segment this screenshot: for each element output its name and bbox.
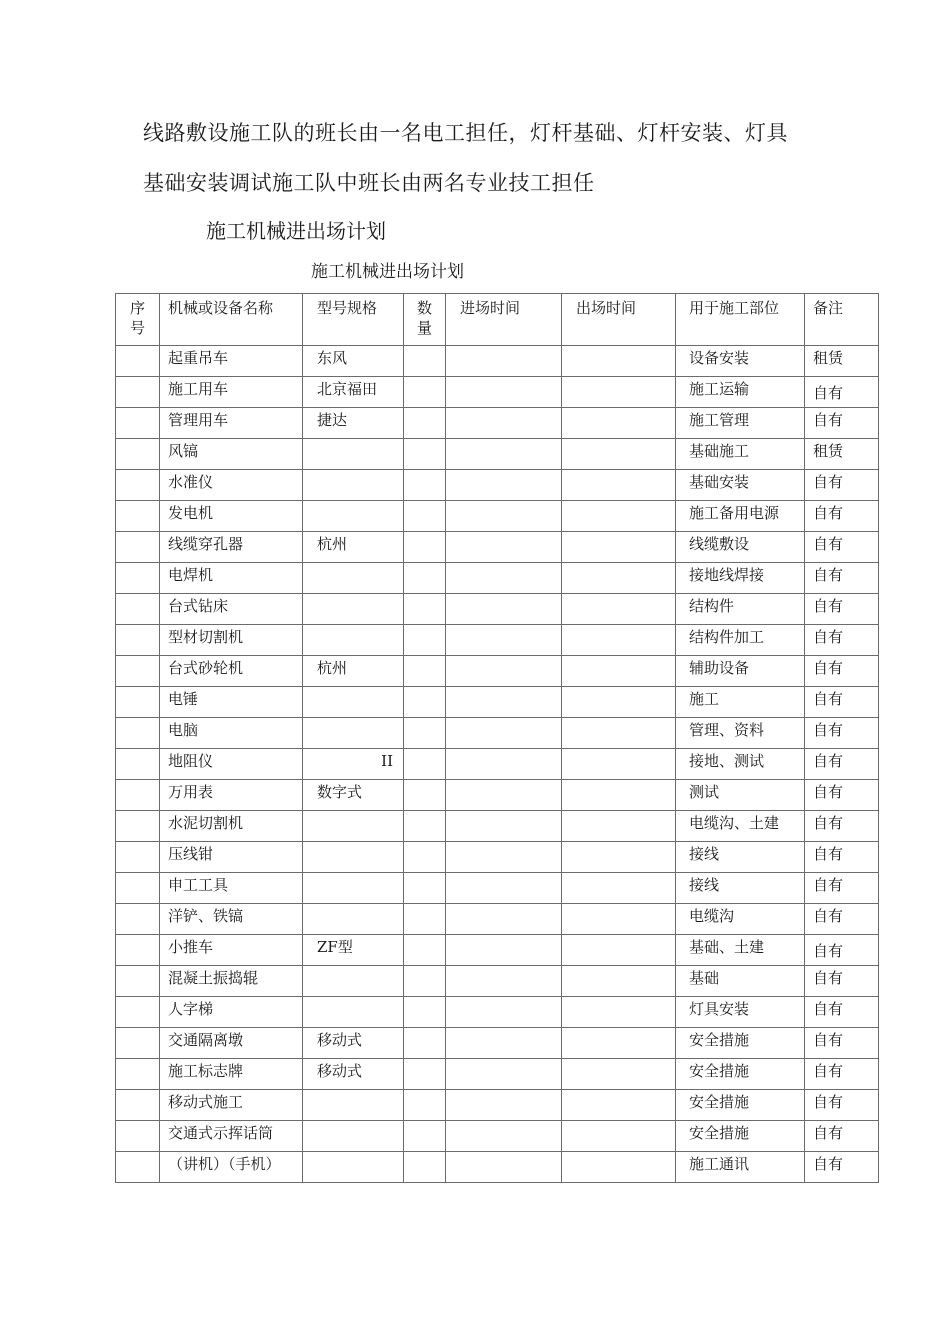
row-name: 水准仪 — [160, 470, 303, 501]
row-model — [303, 997, 404, 1028]
row-model — [303, 563, 404, 594]
row-model — [303, 1152, 404, 1183]
row-usage: 电缆沟、土建 — [676, 811, 805, 842]
row-no — [116, 1121, 160, 1152]
row-qty — [404, 625, 446, 656]
row-remark: 自有 — [805, 1059, 879, 1090]
table-row — [116, 377, 879, 408]
row-qty — [404, 842, 446, 873]
row-exit-time — [562, 1121, 676, 1152]
row-qty — [404, 1152, 446, 1183]
row-model — [303, 966, 404, 997]
row-entry-time — [446, 1152, 562, 1183]
table-row — [116, 718, 879, 749]
table-row — [116, 532, 879, 563]
row-usage: 施工 — [676, 687, 805, 718]
row-exit-time — [562, 656, 676, 687]
row-qty — [404, 811, 446, 842]
header-name: 机械或设备名称 — [160, 294, 303, 346]
row-name: 地阻仪 — [160, 749, 303, 780]
row-remark: 自有 — [805, 873, 879, 904]
row-qty — [404, 594, 446, 625]
row-no — [116, 408, 160, 439]
row-model — [303, 470, 404, 501]
equipment-table — [115, 293, 879, 1183]
section-heading: 施工机械进出场计划 — [206, 219, 386, 243]
row-exit-time — [562, 346, 676, 377]
row-name: 小推车 — [160, 935, 303, 966]
row-entry-time — [446, 346, 562, 377]
row-exit-time — [562, 563, 676, 594]
table-row — [116, 408, 879, 439]
table-row — [116, 1028, 879, 1059]
row-exit-time — [562, 687, 676, 718]
header-exit-time: 出场时间 — [562, 294, 676, 346]
row-entry-time — [446, 377, 562, 408]
row-usage: 结构件 — [676, 594, 805, 625]
table-row — [116, 966, 879, 997]
table-row — [116, 997, 879, 1028]
row-entry-time — [446, 749, 562, 780]
row-usage: 结构件加工 — [676, 625, 805, 656]
row-model: 北京福田 — [303, 377, 404, 408]
row-entry-time — [446, 408, 562, 439]
row-no — [116, 501, 160, 532]
table-row — [116, 935, 879, 966]
row-name: 台式砂轮机 — [160, 656, 303, 687]
row-usage: 测试 — [676, 780, 805, 811]
row-qty — [404, 749, 446, 780]
row-model: 移动式 — [303, 1059, 404, 1090]
row-qty — [404, 966, 446, 997]
row-name: 电焊机 — [160, 563, 303, 594]
row-no — [116, 1028, 160, 1059]
row-name: 管理用车 — [160, 408, 303, 439]
row-qty — [404, 439, 446, 470]
row-qty — [404, 935, 446, 966]
row-name: 发电机 — [160, 501, 303, 532]
row-qty — [404, 904, 446, 935]
row-remark: 自有 — [805, 1152, 879, 1183]
row-exit-time — [562, 625, 676, 656]
row-exit-time — [562, 1028, 676, 1059]
row-qty — [404, 687, 446, 718]
row-no — [116, 594, 160, 625]
row-exit-time — [562, 749, 676, 780]
row-usage: 安全措施 — [676, 1090, 805, 1121]
header-remark: 备注 — [805, 294, 879, 346]
row-qty — [404, 408, 446, 439]
row-usage: 安全措施 — [676, 1028, 805, 1059]
row-remark: 自有 — [805, 904, 879, 935]
row-entry-time — [446, 904, 562, 935]
row-entry-time — [446, 873, 562, 904]
row-model: 数字式 — [303, 780, 404, 811]
row-qty — [404, 346, 446, 377]
row-qty — [404, 1059, 446, 1090]
row-usage: 基础施工 — [676, 439, 805, 470]
row-entry-time — [446, 532, 562, 563]
row-usage: 施工管理 — [676, 408, 805, 439]
row-usage: 设备安装 — [676, 346, 805, 377]
row-exit-time — [562, 1090, 676, 1121]
table-row — [116, 439, 879, 470]
row-no — [116, 718, 160, 749]
row-name: 混凝土振捣辊 — [160, 966, 303, 997]
row-qty — [404, 1028, 446, 1059]
row-entry-time — [446, 1028, 562, 1059]
row-model — [303, 842, 404, 873]
row-model: II — [303, 749, 404, 780]
row-model — [303, 625, 404, 656]
row-entry-time — [446, 439, 562, 470]
row-usage: 管理、资料 — [676, 718, 805, 749]
row-no — [116, 842, 160, 873]
table-row — [116, 470, 879, 501]
row-entry-time — [446, 1121, 562, 1152]
row-name: 移动式施工 — [160, 1090, 303, 1121]
row-model: 杭州 — [303, 656, 404, 687]
row-qty — [404, 997, 446, 1028]
row-no — [116, 1059, 160, 1090]
row-name: 压线钳 — [160, 842, 303, 873]
row-exit-time — [562, 470, 676, 501]
header-entry-time: 进场时间 — [446, 294, 562, 346]
row-entry-time — [446, 1059, 562, 1090]
row-remark: 自有 — [805, 1028, 879, 1059]
row-model — [303, 811, 404, 842]
row-model — [303, 687, 404, 718]
table-header-row — [116, 294, 879, 346]
row-remark: 自有 — [805, 811, 879, 842]
header-qty: 数量 — [404, 294, 446, 346]
row-name: 施工标志牌 — [160, 1059, 303, 1090]
row-exit-time — [562, 1152, 676, 1183]
row-entry-time — [446, 1090, 562, 1121]
row-remark: 自有 — [805, 656, 879, 687]
table-row — [116, 873, 879, 904]
row-exit-time — [562, 997, 676, 1028]
row-usage: 接地线焊接 — [676, 563, 805, 594]
row-exit-time — [562, 377, 676, 408]
row-remark: 租赁 — [805, 346, 879, 377]
row-remark: 自有 — [805, 749, 879, 780]
row-remark: 自有 — [805, 780, 879, 811]
table-row — [116, 687, 879, 718]
row-qty — [404, 656, 446, 687]
row-entry-time — [446, 687, 562, 718]
row-model — [303, 1121, 404, 1152]
row-name: 交通隔离墩 — [160, 1028, 303, 1059]
table-row — [116, 811, 879, 842]
row-remark: 自有 — [805, 1121, 879, 1152]
row-usage: 辅助设备 — [676, 656, 805, 687]
row-no — [116, 532, 160, 563]
row-usage: 接线 — [676, 873, 805, 904]
row-entry-time — [446, 811, 562, 842]
table-row — [116, 1121, 879, 1152]
row-no — [116, 625, 160, 656]
row-name: （讲机）（手机） — [160, 1152, 303, 1183]
row-usage: 安全措施 — [676, 1121, 805, 1152]
table-row — [116, 1152, 879, 1183]
row-name: 施工用车 — [160, 377, 303, 408]
row-model: 杭州 — [303, 532, 404, 563]
row-no — [116, 439, 160, 470]
row-qty — [404, 873, 446, 904]
row-usage: 灯具安装 — [676, 997, 805, 1028]
row-usage: 施工运输 — [676, 377, 805, 408]
row-exit-time — [562, 532, 676, 563]
row-name: 型材切割机 — [160, 625, 303, 656]
row-no — [116, 377, 160, 408]
row-name: 电锤 — [160, 687, 303, 718]
row-usage: 施工备用电源 — [676, 501, 805, 532]
row-qty — [404, 470, 446, 501]
row-exit-time — [562, 780, 676, 811]
row-qty — [404, 780, 446, 811]
row-no — [116, 1090, 160, 1121]
table-row — [116, 1090, 879, 1121]
header-model: 型号规格 — [303, 294, 404, 346]
row-qty — [404, 1090, 446, 1121]
row-entry-time — [446, 842, 562, 873]
table-row — [116, 842, 879, 873]
row-no — [116, 749, 160, 780]
row-name: 起重吊车 — [160, 346, 303, 377]
row-no — [116, 997, 160, 1028]
row-no — [116, 811, 160, 842]
row-name: 水泥切割机 — [160, 811, 303, 842]
row-remark: 自有 — [805, 594, 879, 625]
table-row — [116, 656, 879, 687]
row-no — [116, 966, 160, 997]
row-model: 捷达 — [303, 408, 404, 439]
table-row — [116, 594, 879, 625]
row-remark: 自有 — [805, 687, 879, 718]
row-remark: 租赁 — [805, 439, 879, 470]
row-entry-time — [446, 470, 562, 501]
row-model: 东风 — [303, 346, 404, 377]
table-row — [116, 904, 879, 935]
row-no — [116, 1152, 160, 1183]
row-name: 申工工具 — [160, 873, 303, 904]
row-exit-time — [562, 904, 676, 935]
row-remark: 自有 — [805, 997, 879, 1028]
row-remark: 自有 — [805, 842, 879, 873]
row-qty — [404, 501, 446, 532]
row-no — [116, 470, 160, 501]
row-qty — [404, 377, 446, 408]
row-name: 电脑 — [160, 718, 303, 749]
row-no — [116, 346, 160, 377]
row-entry-time — [446, 656, 562, 687]
row-model — [303, 501, 404, 532]
row-name: 人字梯 — [160, 997, 303, 1028]
row-remark: 自有 — [805, 625, 879, 656]
row-exit-time — [562, 842, 676, 873]
row-exit-time — [562, 935, 676, 966]
row-remark: 自有 — [805, 966, 879, 997]
row-usage: 基础、土建 — [676, 935, 805, 966]
row-name: 交通式示挥话筒 — [160, 1121, 303, 1152]
row-qty — [404, 718, 446, 749]
row-usage: 基础 — [676, 966, 805, 997]
row-entry-time — [446, 625, 562, 656]
row-exit-time — [562, 873, 676, 904]
row-remark: 自有 — [805, 935, 879, 966]
row-exit-time — [562, 439, 676, 470]
row-model — [303, 904, 404, 935]
row-usage: 基础安装 — [676, 470, 805, 501]
row-model — [303, 1090, 404, 1121]
row-model: ZF型 — [303, 935, 404, 966]
row-usage: 施工通讯 — [676, 1152, 805, 1183]
row-no — [116, 904, 160, 935]
row-model — [303, 873, 404, 904]
row-entry-time — [446, 563, 562, 594]
row-usage: 电缆沟 — [676, 904, 805, 935]
row-exit-time — [562, 1059, 676, 1090]
row-name: 台式钻床 — [160, 594, 303, 625]
row-usage: 接线 — [676, 842, 805, 873]
row-model — [303, 594, 404, 625]
row-remark: 自有 — [805, 501, 879, 532]
row-entry-time — [446, 966, 562, 997]
row-entry-time — [446, 780, 562, 811]
row-remark: 自有 — [805, 532, 879, 563]
row-exit-time — [562, 501, 676, 532]
row-name: 洋铲、铁镐 — [160, 904, 303, 935]
row-no — [116, 563, 160, 594]
row-entry-time — [446, 997, 562, 1028]
row-remark: 自有 — [805, 408, 879, 439]
row-usage: 接地、测试 — [676, 749, 805, 780]
row-exit-time — [562, 718, 676, 749]
row-name: 风镐 — [160, 439, 303, 470]
row-model — [303, 439, 404, 470]
paragraph-1: 线路敷设施工队的班长由一名电工担任，灯杆基础、灯杆安装、灯具 — [143, 121, 788, 145]
header-no: 序号 — [116, 294, 160, 346]
row-exit-time — [562, 408, 676, 439]
row-name: 万用表 — [160, 780, 303, 811]
row-qty — [404, 1121, 446, 1152]
row-usage: 线缆敷设 — [676, 532, 805, 563]
row-remark: 自有 — [805, 563, 879, 594]
row-qty — [404, 563, 446, 594]
table-row — [116, 625, 879, 656]
table-caption: 施工机械进出场计划 — [311, 262, 464, 282]
table-row — [116, 563, 879, 594]
row-remark: 自有 — [805, 718, 879, 749]
row-entry-time — [446, 501, 562, 532]
header-usage: 用于施工部位 — [676, 294, 805, 346]
row-qty — [404, 532, 446, 563]
row-no — [116, 656, 160, 687]
table-row — [116, 346, 879, 377]
row-model: 移动式 — [303, 1028, 404, 1059]
table-row — [116, 1059, 879, 1090]
row-exit-time — [562, 966, 676, 997]
row-no — [116, 780, 160, 811]
row-exit-time — [562, 594, 676, 625]
table-row — [116, 780, 879, 811]
row-no — [116, 687, 160, 718]
table-row — [116, 749, 879, 780]
row-usage: 安全措施 — [676, 1059, 805, 1090]
row-entry-time — [446, 718, 562, 749]
row-entry-time — [446, 594, 562, 625]
row-remark: 自有 — [805, 377, 879, 408]
paragraph-2: 基础安装调试施工队中班长由两名专业技工担任 — [143, 171, 595, 195]
row-no — [116, 873, 160, 904]
row-no — [116, 935, 160, 966]
row-entry-time — [446, 935, 562, 966]
row-remark: 自有 — [805, 470, 879, 501]
row-name: 线缆穿孔器 — [160, 532, 303, 563]
row-remark: 自有 — [805, 1090, 879, 1121]
table-row — [116, 501, 879, 532]
row-model — [303, 718, 404, 749]
row-exit-time — [562, 811, 676, 842]
